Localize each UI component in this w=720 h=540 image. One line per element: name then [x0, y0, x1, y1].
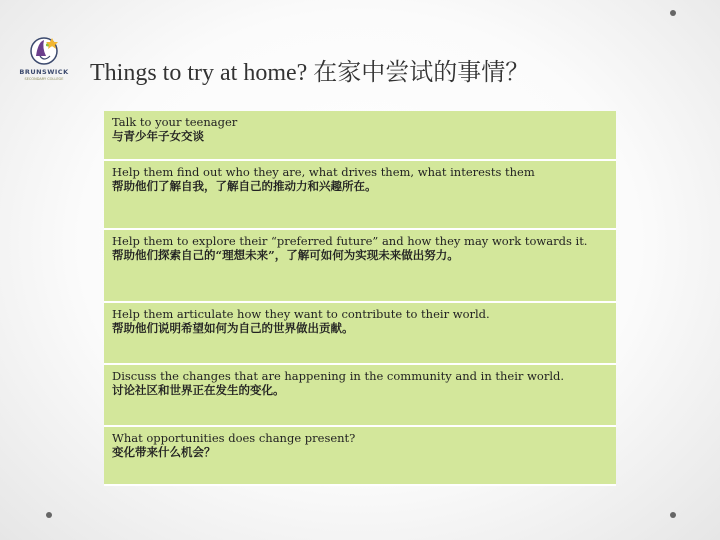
- table-row: [104, 427, 616, 486]
- table-row: [104, 111, 616, 161]
- row-text-zh: 变化带来什么机会？: [112, 445, 216, 459]
- table-row: [104, 365, 616, 427]
- row-text-zh: 帮助他们探索自己的“理想未来”，了解可如何为实现未来做出努力。: [112, 248, 459, 262]
- row-text-zh: 帮助他们说明希望如何为自己的世界做出贡献。: [112, 321, 354, 335]
- row-text-zh: 讨论社区和世界正在发生的变化。: [112, 383, 285, 397]
- logo-subtitle: SECONDARY COLLEGE: [24, 77, 64, 81]
- row-text-zh: 与青少年子女交谈: [112, 129, 204, 143]
- table-row: [104, 230, 616, 303]
- corner-dot-icon: [670, 10, 676, 16]
- row-text-en: What opportunities does change present?: [112, 431, 356, 445]
- slide-title: Things to try at home? 在家中尝试的事情？: [90, 60, 530, 86]
- corner-dot-icon: [46, 512, 52, 518]
- row-text-en: Help them find out who they are, what drives them, what interests them: [112, 165, 535, 179]
- table-row: [104, 303, 616, 365]
- row-text-en: Discuss the changes that are happening in the community and in their world.: [112, 369, 565, 383]
- corner-dot-icon: [670, 512, 676, 518]
- logo-mark-icon: [12, 34, 76, 68]
- table-row: [104, 161, 616, 230]
- row-text-en: Help them articulate how they want to contribute to their world.: [112, 307, 490, 321]
- row-text-zh: 帮助他们了解自我，了解自己的推动力和兴趣所在。: [112, 179, 377, 193]
- row-text-en: Help them to explore their “preferred future” and how they may work towards it.: [112, 234, 588, 248]
- tips-table: [104, 111, 616, 486]
- logo-name: BRUNSWICK: [19, 68, 69, 76]
- row-text-en: Talk to your teenager: [112, 115, 238, 129]
- school-logo: [12, 34, 76, 92]
